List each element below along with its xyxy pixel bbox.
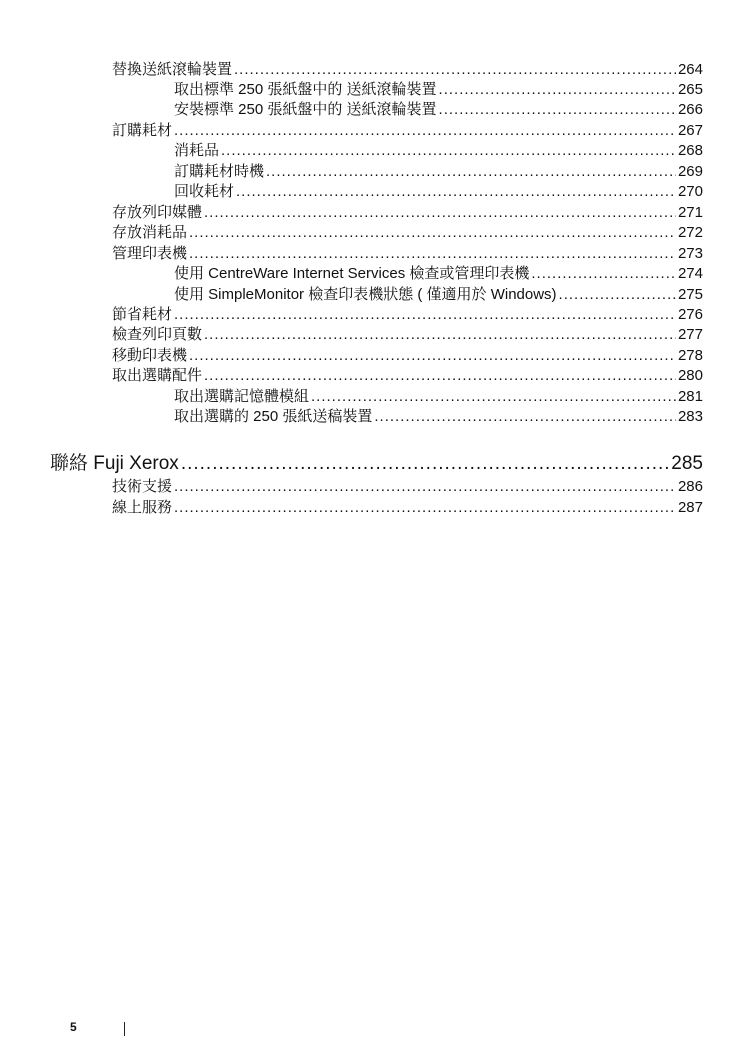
toc-entry-page: 274 (677, 265, 703, 282)
toc-entry-page: 276 (677, 306, 703, 323)
toc-entry[interactable] (112, 60, 703, 80)
toc-entry-page: 286 (677, 478, 703, 495)
toc-entry[interactable] (174, 264, 703, 284)
toc-entry-page: 266 (677, 101, 703, 118)
toc-entry[interactable] (174, 141, 703, 161)
toc-entry[interactable] (112, 498, 703, 518)
dot-leader (236, 182, 676, 202)
dot-leader (174, 477, 676, 497)
footer-divider (124, 1022, 125, 1036)
toc-entry-title: 移動印表機 (112, 347, 188, 364)
toc-entry[interactable] (174, 407, 703, 427)
toc-entry-page: 280 (677, 367, 703, 384)
dot-leader (174, 121, 676, 141)
dot-leader (189, 223, 676, 243)
toc-chapter-entry[interactable] (50, 452, 703, 476)
toc-entry-title: 管理印表機 (112, 245, 188, 262)
toc-entry[interactable] (174, 387, 703, 407)
dot-leader (181, 452, 669, 476)
dot-leader (234, 60, 676, 80)
toc-entry-title: 使用 CentreWare Internet Services 檢查或管理印表機 (174, 265, 530, 282)
toc-entry-title: 取出標準 250 張紙盤中的 送紙滾輪裝置 (174, 81, 437, 98)
dot-leader (204, 203, 676, 223)
toc-entry-title: 使用 SimpleMonitor 檢查印表機狀態 ( 僅適用於 Windows) (174, 286, 557, 303)
dot-leader (374, 407, 676, 427)
toc-entry-page: 277 (677, 326, 703, 343)
toc-entry[interactable] (112, 244, 703, 264)
toc-entry[interactable] (112, 325, 703, 345)
toc-entry-title: 訂購耗材時機 (174, 163, 265, 180)
toc-entry-title: 檢查列印頁數 (112, 326, 203, 343)
toc-entry[interactable] (112, 477, 703, 497)
toc-entry[interactable] (112, 121, 703, 141)
dot-leader (174, 305, 676, 325)
dot-leader (189, 244, 676, 264)
toc-entry-page: 265 (677, 81, 703, 98)
toc-entry[interactable] (112, 305, 703, 325)
toc-entry-title: 技術支援 (112, 478, 173, 495)
dot-leader (204, 325, 676, 345)
toc-entry-page: 287 (677, 499, 703, 516)
toc-entry[interactable] (174, 285, 703, 305)
toc-chapter-page: 285 (671, 453, 703, 474)
toc-entry[interactable] (174, 100, 703, 120)
toc-entry-title: 訂購耗材 (112, 122, 173, 139)
dot-leader (221, 141, 676, 161)
toc-entry[interactable] (112, 366, 703, 386)
dot-leader (311, 387, 676, 407)
toc-entry-title: 線上服務 (112, 499, 173, 516)
toc-entry-page: 271 (677, 204, 703, 221)
dot-leader (204, 366, 676, 386)
toc-entry-page: 264 (677, 61, 703, 78)
toc-entry-title: 存放消耗品 (112, 224, 188, 241)
toc-entry-page: 267 (677, 122, 703, 139)
toc-entry-title: 安裝標準 250 張紙盤中的 送紙滾輪裝置 (174, 101, 437, 118)
toc-entry[interactable] (174, 182, 703, 202)
toc-entry[interactable] (112, 203, 703, 223)
toc-entry-page: 268 (677, 142, 703, 159)
dot-leader (189, 346, 676, 366)
toc-entry-title: 取出選購配件 (112, 367, 203, 384)
dot-leader (174, 498, 676, 518)
toc-entry-title: 消耗品 (174, 142, 220, 159)
dot-leader (559, 285, 676, 305)
toc-entry[interactable] (174, 162, 703, 182)
toc-entry[interactable] (174, 80, 703, 100)
toc-entry-page: 278 (677, 347, 703, 364)
dot-leader (531, 264, 676, 284)
toc-entry-page: 272 (677, 224, 703, 241)
toc-entry-page: 281 (677, 388, 703, 405)
toc-chapter-title: 聯絡 Fuji Xerox (50, 453, 179, 474)
toc-entry-page: 270 (677, 183, 703, 200)
toc-entry-title: 存放列印媒體 (112, 204, 203, 221)
toc-entry-title: 取出選購的 250 張紙送稿裝置 (174, 408, 373, 425)
toc-entry-title: 回收耗材 (174, 183, 235, 200)
dot-leader (439, 100, 676, 120)
toc-entry-page: 283 (677, 408, 703, 425)
toc-entry-page: 275 (677, 286, 703, 303)
toc-entry-title: 取出選購記憶體模組 (174, 388, 310, 405)
dot-leader (439, 80, 676, 100)
toc-entry[interactable] (112, 223, 703, 243)
toc-entry-title: 替換送紙滾輪裝置 (112, 61, 233, 78)
toc-entry[interactable] (112, 346, 703, 366)
toc-entry-page: 269 (677, 163, 703, 180)
toc-entry-title: 節省耗材 (112, 306, 173, 323)
dot-leader (266, 162, 676, 182)
footer-page-number: 5 (70, 1020, 77, 1034)
toc-entry-page: 273 (677, 245, 703, 262)
